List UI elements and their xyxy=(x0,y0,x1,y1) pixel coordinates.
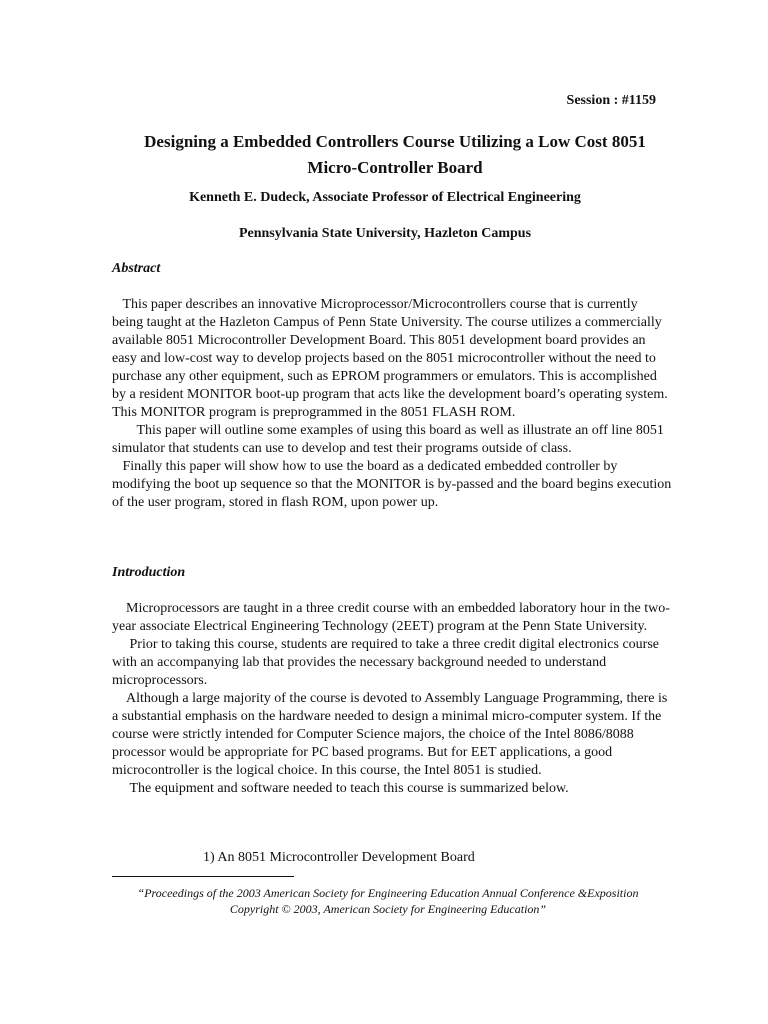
paper-title xyxy=(100,129,690,181)
abstract-paragraph-1: This paper describes an innovative Microprocessor/Microcontrollers course that is currently being taught at the Hazleton Campus of Penn State University. The course utilizes a commercially available 8051 Microcontroller Development Board. This 8051 development board provides an easy and low-cost way to develop projects based on the 8051 microcontroller without the need to purchase any other equipment, such as EPROM programmers or emulators. This is accomplished by a resident MONITOR boot-up program that acts like the development board’s operating system. This MONITOR program is preprogrammed in the 8051 FLASH ROM. xyxy=(112,297,668,420)
introduction-paragraph-3: Although a large majority of the course is devoted to Assembly Language Programming, there is a substantial emphasis on the hardware needed to design a minimal micro-computer system. If the course were strictly intended for Computer Science majors, the choice of the Intel 8086/8088 processor would be appropriate for PC based programs. But for EET applications, a good microcontroller is the logical choice. In this course, the Intel 8051 is studied. xyxy=(112,691,668,778)
title-line-1: Designing a Embedded Controllers Course Utilizing a Low Cost 8051 xyxy=(144,132,646,151)
introduction-paragraph-4: The equipment and software needed to teach this course is summarized below. xyxy=(112,781,569,796)
abstract-paragraph-3: Finally this paper will show how to use the board as a dedicated embedded controller by modifying the boot up sequence so that the MONITOR is by-passed and the board begins execution of the user program, stored in flash ROM, upon power up. xyxy=(112,459,672,510)
abstract-body xyxy=(112,296,672,512)
footnote-line-1: “Proceedings of the 2003 American Society for Engineering Education Annual Conference &Exposition xyxy=(137,886,639,900)
introduction-body xyxy=(112,600,672,798)
introduction-paragraph-2: Prior to taking this course, students are required to take a three credit digital electronics course with an accompanying lab that provides the necessary background needed to understand microprocessors. xyxy=(112,637,659,688)
abstract-heading: Abstract xyxy=(112,261,161,276)
footnote-divider xyxy=(112,876,294,877)
session-number: Session : #1159 xyxy=(566,93,656,108)
title-line-2: Micro-Controller Board xyxy=(307,158,483,177)
abstract-paragraph-2: This paper will outline some examples of using this board as well as illustrate an off line 8051 simulator that students can use to develop and test their programs outside of class. xyxy=(112,423,664,456)
introduction-heading: Introduction xyxy=(112,565,186,580)
introduction-paragraph-1: Microprocessors are taught in a three credit course with an embedded laboratory hour in the two-year associate Electrical Engineering Technology (2EET) program at the Penn State University. xyxy=(112,601,670,634)
equipment-list-item-1: 1) An 8051 Microcontroller Development Board xyxy=(203,850,475,865)
author-line: Kenneth E. Dudeck, Associate Professor of Electrical Engineering xyxy=(189,190,581,205)
footnote-line-2: Copyright © 2003, American Society for Engineering Education” xyxy=(229,902,547,916)
footnote xyxy=(112,885,664,917)
affiliation-line: Pennsylvania State University, Hazleton Campus xyxy=(238,226,532,241)
